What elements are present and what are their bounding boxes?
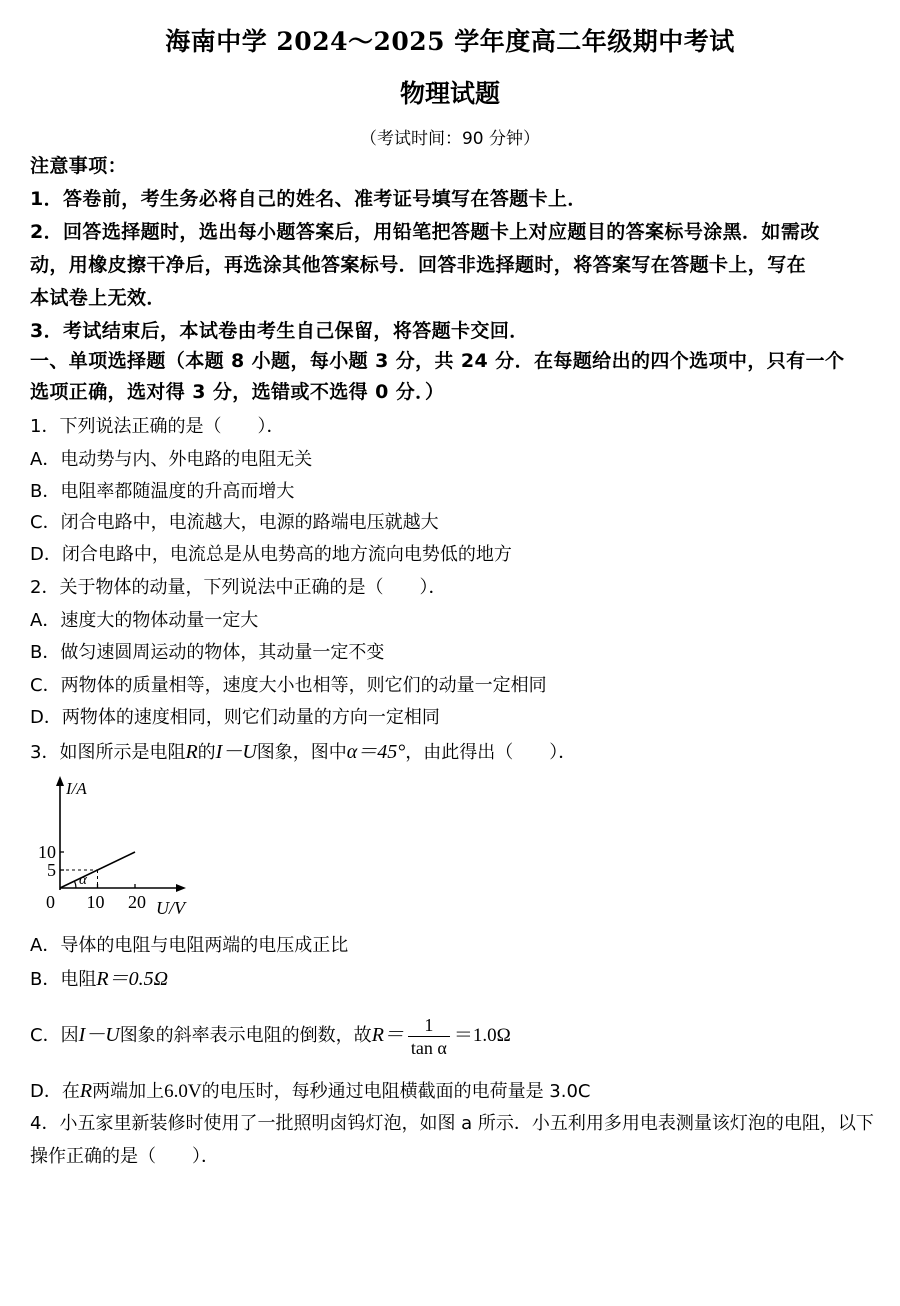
exam-subtitle: 物理试题 bbox=[399, 79, 500, 108]
origin-label: 0 bbox=[46, 892, 55, 912]
notes-item-1: 1．答卷前，考生务必将自己的姓名、准考证号填写在答题卡上． bbox=[30, 188, 587, 210]
q3-stem-iu: I－U bbox=[215, 741, 257, 763]
q3-d-pre: D．在 bbox=[30, 1081, 80, 1102]
notes-item-3: 3．考试结束后，本试卷由考生自己保留，将答题卡交回． bbox=[30, 320, 529, 342]
q3-stem-post: ，由此得出（ ）． bbox=[405, 742, 577, 763]
q2-option-d: D．两物体的速度相同，则它们动量的方向一定相同 bbox=[30, 707, 440, 728]
q3-c-r: R＝ bbox=[371, 1024, 404, 1046]
q3-d-mid: 两端加上 bbox=[92, 1081, 165, 1102]
notes-item-2-line-2: 动，用橡皮擦干净后，再选涂其他答案标号．回答非选择题时，将答案写在答题卡上，写在 bbox=[30, 254, 807, 276]
x-tick-label-10: 10 bbox=[86, 892, 105, 912]
y-tick-label-10: 10 bbox=[38, 842, 56, 862]
q3-stem-mid2: 图象，图中 bbox=[256, 742, 347, 763]
y-axis-arrow bbox=[56, 776, 64, 786]
x-tick-label-20: 20 bbox=[128, 892, 146, 912]
q3-stem bbox=[30, 740, 880, 765]
q1-option-a: A．电动势与内、外电路的电阻无关 bbox=[30, 449, 313, 470]
angle-alpha-label: α bbox=[79, 872, 87, 888]
q3-b-formula: R＝0.5Ω bbox=[96, 968, 169, 990]
q3-stem-mid1: 的 bbox=[197, 742, 216, 763]
q3-d-post: 的电压时，每秒通过电阻横截面的电荷量是 3.0C bbox=[201, 1081, 591, 1102]
q2-option-c: C．两物体的质量相等，速度大小也相等，则它们的动量一定相同 bbox=[30, 675, 547, 696]
q3-d-val: 6.0V bbox=[164, 1081, 202, 1102]
exam-time: （考试时间：90 分钟） bbox=[359, 129, 541, 149]
section-1-line-2: 选项正确，选对得 3 分，选错或不选得 0 分．） bbox=[30, 381, 445, 403]
q3-b-pre: B．电阻 bbox=[30, 969, 97, 990]
q3-c-pre: C．因 bbox=[30, 1025, 79, 1046]
iu-chart bbox=[28, 772, 208, 922]
notes-item-2-line-1: 2．回答选择题时，选出每小题答案后，用铅笔把答题卡上对应题目的答案标号涂黑．如需改 bbox=[30, 221, 820, 243]
q3-stem-pre: 3．如图所示是电阻 bbox=[30, 742, 186, 763]
q3-c-numerator: 1 bbox=[408, 1014, 450, 1037]
q3-option-d bbox=[30, 1079, 880, 1104]
q3-d-r: R bbox=[79, 1080, 93, 1102]
q1-option-c: C．闭合电路中，电流越大，电源的路端电压就越大 bbox=[30, 512, 439, 533]
q3-c-denominator: tan α bbox=[410, 1037, 447, 1058]
q1-option-d: D．闭合电路中，电流总是从电势高的地方流向电势低的地方 bbox=[30, 544, 512, 565]
exam-title: 海南中学 2024～2025 学年度高二年级期中考试 bbox=[165, 27, 735, 56]
q3-option-b bbox=[30, 967, 880, 992]
q2-stem: 2．关于物体的动量，下列说法中正确的是（ ）． bbox=[30, 577, 447, 598]
q3-stem-alpha: α＝45° bbox=[346, 741, 406, 763]
angle-arc bbox=[74, 881, 76, 888]
section-1-line-1: 一、单项选择题（本题 8 小题，每小题 3 分，共 24 分．在每题给出的四个选项中，只有一个 bbox=[30, 350, 845, 372]
q3-c-iu: I－U bbox=[78, 1024, 120, 1046]
q3-c-mid: 图象的斜率表示电阻的倒数，故 bbox=[119, 1025, 372, 1046]
q3-option-c bbox=[30, 1012, 880, 1059]
y-tick-label-5: 5 bbox=[47, 860, 56, 880]
q2-option-b: B．做匀速圆周运动的物体，其动量一定不变 bbox=[30, 642, 385, 663]
q2-option-a: A．速度大的物体动量一定大 bbox=[30, 610, 259, 631]
q1-option-b: B．电阻率都随温度的升高而增大 bbox=[30, 481, 295, 502]
q4-stem-line-1: 4．小五家里新装修时使用了一批照明卤钨灯泡，如图 a 所示．小五利用多用电表测量该灯泡的电阻，以下 bbox=[30, 1113, 874, 1134]
notes-item-2-line-3: 本试卷上无效． bbox=[30, 287, 166, 309]
x-axis-label: U/V bbox=[156, 898, 185, 918]
x-axis-arrow bbox=[176, 884, 186, 892]
q3-option-a: A．导体的电阻与电阻两端的电压成正比 bbox=[30, 935, 349, 956]
q1-stem: 1．下列说法正确的是（ ）． bbox=[30, 416, 285, 437]
q3-c-post: ＝1.0Ω bbox=[453, 1025, 511, 1046]
notes-heading: 注意事项： bbox=[30, 155, 128, 177]
q3-stem-r: R bbox=[185, 741, 198, 763]
q3-c-fraction bbox=[408, 1014, 450, 1059]
y-axis-label: I/A bbox=[66, 779, 87, 798]
q4-stem-line-2: 操作正确的是（ ）． bbox=[30, 1146, 219, 1167]
